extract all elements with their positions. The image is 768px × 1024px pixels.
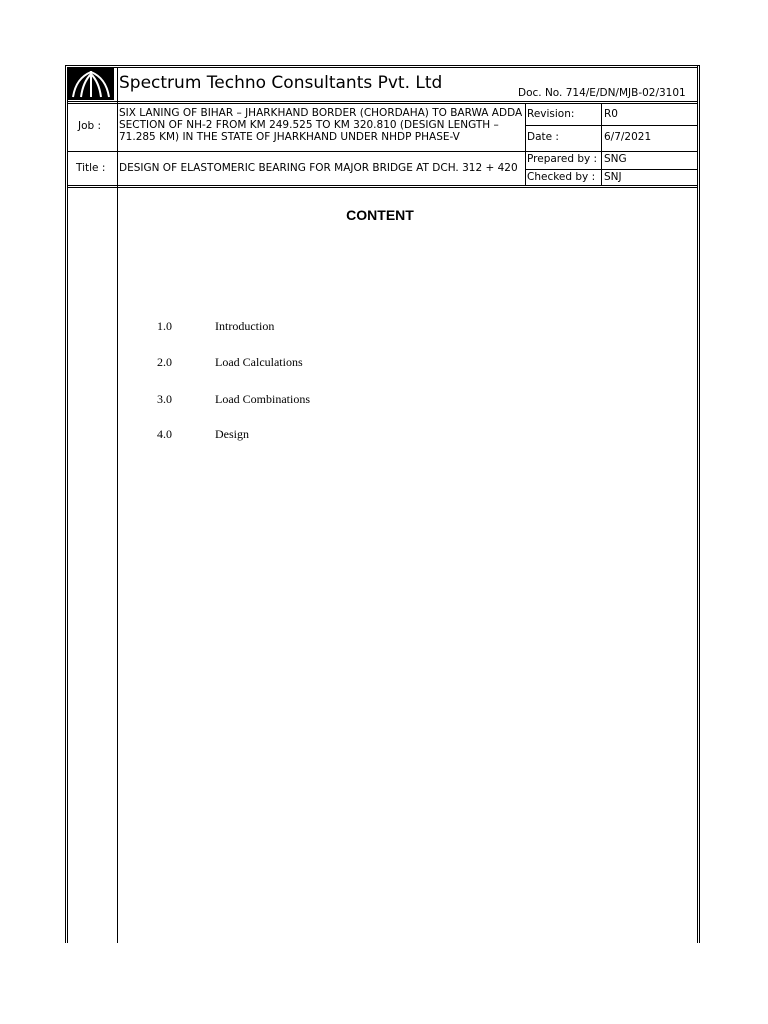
revision-label: Revision: bbox=[527, 108, 575, 120]
content-heading: CONTENT bbox=[346, 207, 414, 223]
title-label: Title : bbox=[76, 162, 106, 174]
toc-item-label: Load Combinations bbox=[215, 392, 310, 406]
prepared-by-label: Prepared by : bbox=[527, 153, 598, 165]
toc-item-number: 3.0 bbox=[157, 392, 172, 406]
stc-logo-icon bbox=[68, 68, 114, 100]
job-line-3: 71.285 KM) IN THE STATE OF JHARKHAND UNDER NHDP PHASE-V bbox=[119, 131, 460, 143]
date-label: Date : bbox=[527, 131, 559, 143]
checked-by-value: SNJ bbox=[604, 171, 622, 183]
company-name: Spectrum Techno Consultants Pvt. Ltd bbox=[119, 73, 443, 93]
toc-item-number: 2.0 bbox=[157, 355, 172, 369]
revision-value: R0 bbox=[604, 108, 618, 120]
checked-by-label: Checked by : bbox=[527, 171, 596, 183]
job-line-2: SECTION OF NH-2 FROM KM 249.525 TO KM 320.810 (DESIGN LENGTH – bbox=[119, 119, 499, 131]
job-line-1: SIX LANING OF BIHAR – JHARKHAND BORDER (CHORDAHA) TO BARWA ADDA bbox=[119, 107, 523, 119]
toc-item-label: Introduction bbox=[215, 319, 275, 333]
date-value: 6/7/2021 bbox=[604, 131, 652, 143]
toc-item-label: Design bbox=[215, 427, 249, 441]
document-number: Doc. No. 714/E/DN/MJB-02/3101 bbox=[518, 87, 686, 99]
job-label: Job : bbox=[78, 120, 102, 132]
toc-item-number: 4.0 bbox=[157, 427, 172, 441]
toc-item-number: 1.0 bbox=[157, 319, 172, 333]
title-value: DESIGN OF ELASTOMERIC BEARING FOR MAJOR BRIDGE AT DCH. 312 + 420 bbox=[119, 162, 518, 174]
toc-item-label: Load Calculations bbox=[215, 355, 303, 369]
prepared-by-value: SNG bbox=[604, 153, 627, 165]
